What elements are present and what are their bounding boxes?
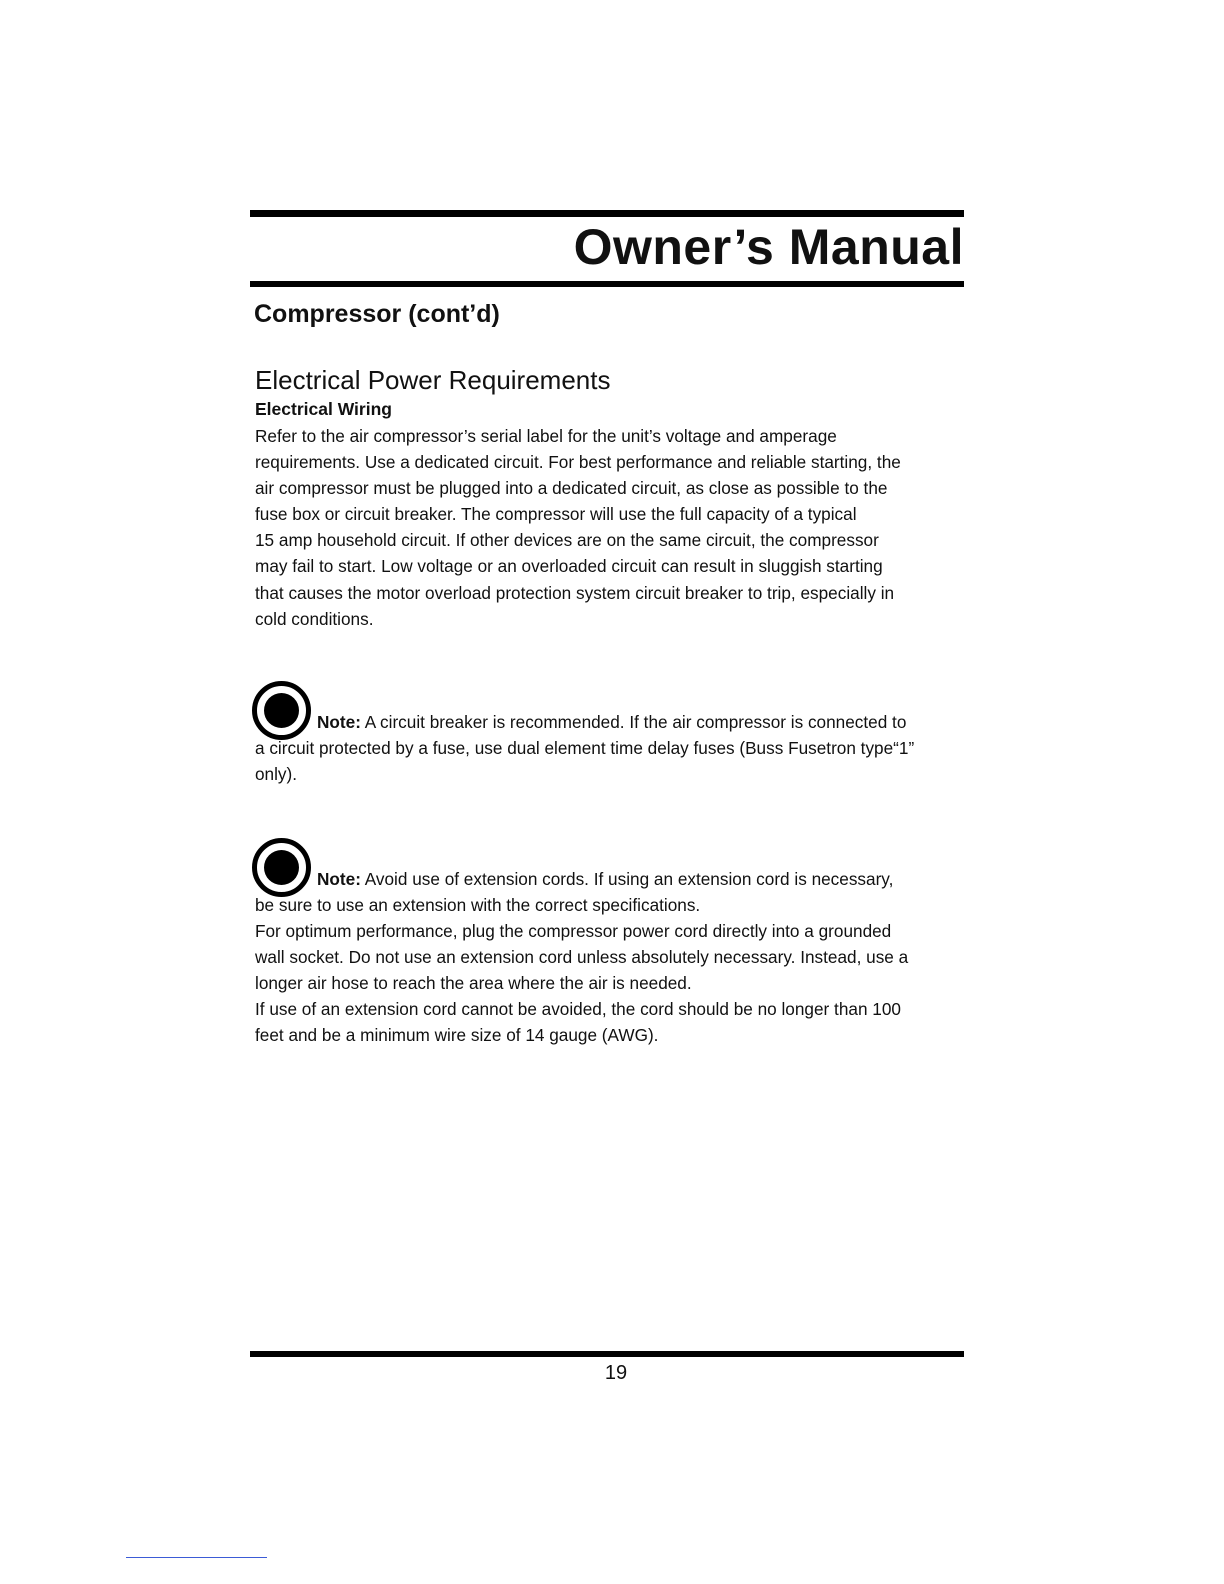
paragraph-line: cold conditions.	[255, 608, 374, 629]
paragraph-line: may fail to start. Low voltage or an overloaded circuit can result in sluggish starting	[255, 556, 883, 577]
footer-link-underline	[126, 1557, 267, 1558]
paragraph-line: 15 amp household circuit. If other devices are on the same circuit, the compressor	[255, 530, 879, 551]
footer-rule	[250, 1351, 964, 1357]
note-line: be sure to use an extension with the correct specifications.	[255, 895, 701, 915]
section-heading: Compressor (cont’d)	[254, 300, 500, 328]
note-label: Note:	[317, 712, 361, 732]
page-number: 19	[604, 1362, 628, 1384]
paragraph-line: air compressor must be plugged into a dedicated circuit, as close as possible to the	[255, 478, 888, 499]
note-label: Note:	[317, 869, 361, 889]
note-line: a circuit protected by a fuse, use dual element time delay fuses (Buss Fusetron type“1”	[255, 738, 915, 758]
paragraph-line: fuse box or circuit breaker. The compressor will use the full capacity of a typical	[255, 504, 857, 525]
note-line: feet and be a minimum wire size of 14 gauge (AWG).	[255, 1025, 659, 1046]
note-body	[255, 892, 975, 1049]
manual-title: Owner’s Manual	[573, 219, 964, 275]
topic-heading: Electrical Wiring	[255, 399, 392, 419]
note-text: A circuit breaker is recommended. If the air compressor is connected to	[360, 712, 907, 732]
note-line: longer air hose to reach the area where the air is needed.	[255, 973, 692, 994]
paragraph-line: requirements. Use a dedicated circuit. For best performance and reliable starting, the	[255, 452, 901, 473]
note-line: For optimum performance, plug the compressor power cord directly into a grounded	[255, 921, 892, 942]
header-bottom-rule	[250, 281, 964, 287]
paragraph-line: Refer to the air compressor’s serial label for the unit’s voltage and amperage	[255, 426, 837, 446]
note-first-line	[317, 866, 893, 892]
electrical-wiring-paragraph	[255, 423, 975, 632]
note-line: If use of an extension cord cannot be avoided, the cord should be no longer than 100	[255, 999, 901, 1020]
header-top-rule	[250, 210, 964, 217]
note-line: only).	[255, 764, 298, 785]
note-bullseye-icon	[252, 681, 311, 740]
note-first-line	[317, 709, 906, 735]
note-bullseye-icon	[252, 838, 311, 897]
paragraph-line: that causes the motor overload protection system circuit breaker to trip, especially in	[255, 582, 895, 603]
note-line: wall socket. Do not use an extension cord unless absolutely necessary. Instead, use a	[255, 947, 909, 968]
note-text: Avoid use of extension cords. If using an extension cord is necessary,	[360, 869, 894, 889]
subsection-heading: Electrical Power Requirements	[255, 365, 611, 395]
note-body	[255, 735, 975, 787]
